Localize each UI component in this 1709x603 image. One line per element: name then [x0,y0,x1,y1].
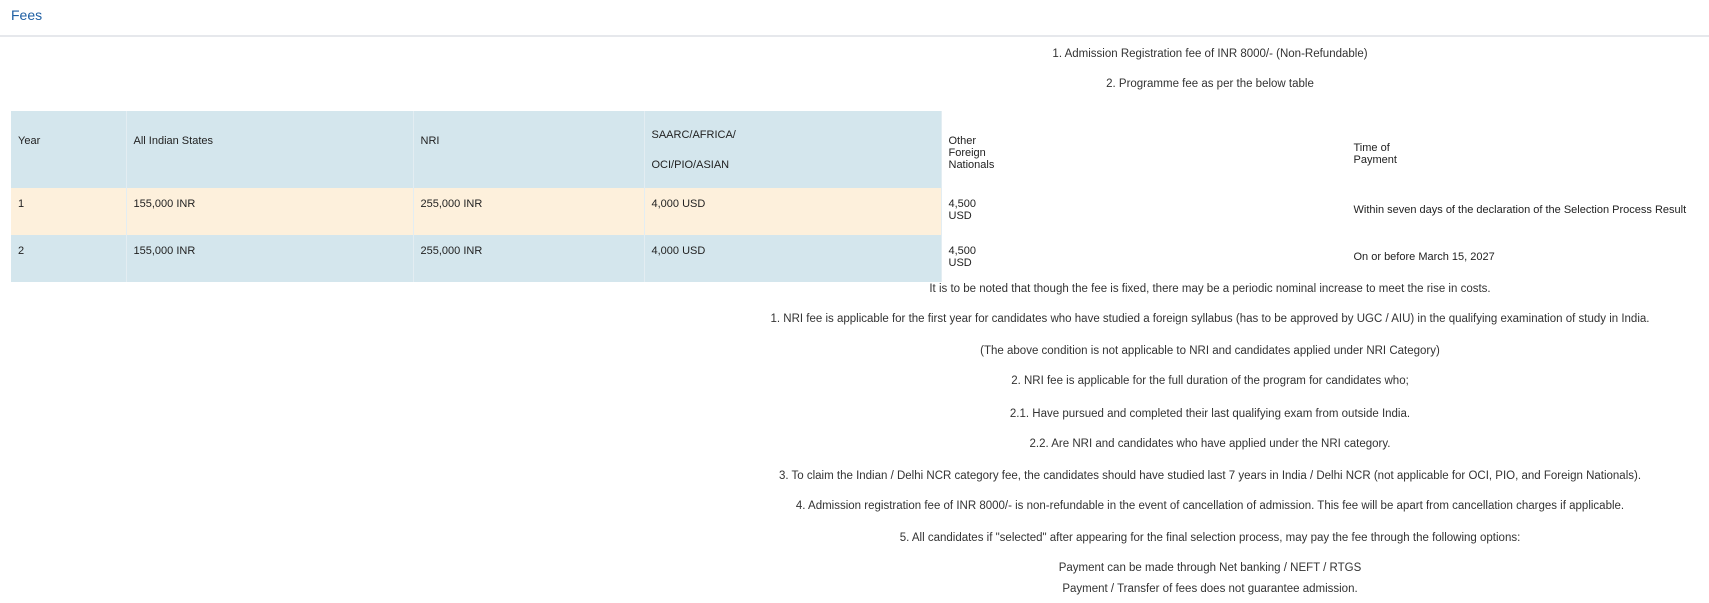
table-header-row [11,111,1709,188]
note-registration-non-refundable: 4. Admission registration fee of INR 8000/- is non-refundable in the event of cancellation of admission. This fee will be apart from cancellation charges if applicable. [795,500,1625,512]
header-saarc [644,111,941,188]
header-nri: NRI [413,111,644,188]
note-nri-full-duration: 2. NRI fee is applicable for the full duration of the program for candidates who; [1011,375,1409,387]
cell-year: 2 [18,245,25,257]
intro-line-programme-fee: 2. Programme fee as per the below table [1106,78,1314,90]
cell-other-foreign: 4,500 USD [948,245,977,269]
cell-year: 1 [18,198,25,210]
note-periodic-increase: It is to be noted that though the fee is fixed, there may be a periodic nominal increase to meet the rise in costs. [929,283,1491,295]
cell-time-of-payment: Within seven days of the declaration of the Selection Process Result [1353,204,1687,216]
note-nri-condition: (The above condition is not applicable to NRI and candidates applied under NRI Category) [980,345,1440,357]
fees-table [11,111,1709,282]
header-year: Year [18,135,41,147]
cell-time-of-payment: On or before March 15, 2027 [1353,251,1495,263]
header-time-of-payment: Time of Payment [1353,142,1397,166]
header-other-foreign: Other Foreign Nationals [948,135,995,171]
cell-other-foreign: 4,500 USD [948,198,977,222]
intro-line-registration-fee: 1. Admission Registration fee of INR 8000/- (Non-Refundable) [1052,48,1368,60]
table-row [11,235,1709,282]
note-delhi-ncr: 3. To claim the Indian / Delhi NCR category fee, the candidates should have studied last 7 years in India / Delhi NCR (not applicable for OCI, PIO, and Foreign Nationals). [778,470,1642,482]
note-no-guarantee: Payment / Transfer of fees does not guarantee admission. [1062,583,1358,595]
section-header [0,0,1709,37]
cell-nri: 255,000 INR [413,188,644,235]
cell-all-indian-states: 155,000 INR [126,235,413,282]
page-title: Fees [11,7,43,23]
header-saarc-line1: SAARC/AFRICA/ [651,129,736,141]
note-payment-options: 5. All candidates if "selected" after appearing for the final selection process, may pay the fee through the following options: [899,532,1521,544]
note-nri-first-year: 1. NRI fee is applicable for the first year for candidates who have studied a foreign syllabus (has to be approved by UGC / AIU) in the qualifying examination of study in India. [770,313,1650,325]
header-saarc-line2: OCI/PIO/ASIAN [651,159,730,171]
cell-saarc: 4,000 USD [644,188,941,235]
cell-nri: 255,000 INR [413,235,644,282]
cell-all-indian-states: 155,000 INR [126,188,413,235]
note-nri-outside-india: 2.1. Have pursued and completed their last qualifying exam from outside India. [1009,408,1411,420]
note-payment-methods: Payment can be made through Net banking / NEFT / RTGS [1058,562,1362,574]
table-row [11,188,1709,235]
header-all-indian-states: All Indian States [126,111,413,188]
cell-saarc: 4,000 USD [644,235,941,282]
note-nri-category: 2.2. Are NRI and candidates who have applied under the NRI category. [1029,438,1391,450]
